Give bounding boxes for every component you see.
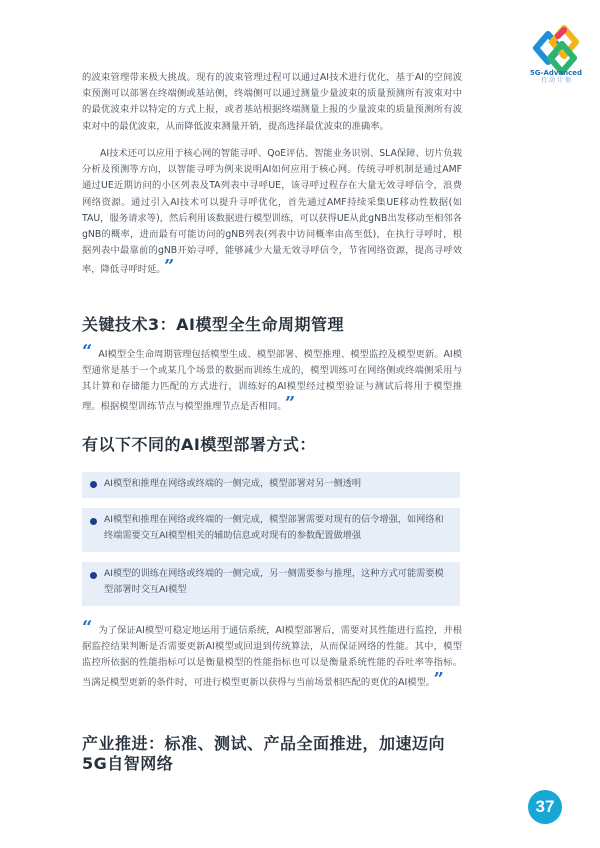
section-heading-deployment-modes: 有以下不同的AI模型部署方式： [82, 435, 316, 454]
list-item-text: AI模型和推理在网络或终端的一侧完成，模型部署对另一侧透明 [104, 478, 362, 489]
paragraph-text: AI技术还可以应用于核心网的智能寻呼、QoE评估、智能业务识别、SLA保障、切片负载分析及预测等方向，以智能寻呼为例来说明AI如何应用于核心网。传统寻呼机制是通过AMF通过UE近期访问的小区列表及TA列表中寻呼UE，该寻呼过程存在大量无效寻呼信令，浪费网络资源。通过引入AI技术可以提升寻呼优化，首先通过AMF持续采集UE移动性数据(如TAU，服务请求等)，然后利用该数据进行模型训练，可以获得UE从此gNB出发移动至相邻各gNB的概率，进而最有可能访问的gNB列表(列表中访问概率由高至低)，在执行寻呼时，根据列表中最靠前的gNB开始寻呼，能够减少大量无效寻呼信令，节省网络资源，提高寻呼效率，降低寻呼时延。 [82, 148, 462, 276]
quote-close-icon: ” [164, 256, 175, 278]
paragraph-text: 的波束管理带来极大挑战。现有的波束管理过程可以通过AI技术进行优化，基于AI的空间波束预测可以部署在终端侧或基站侧，终端侧可以通过测量少量波束的质量预测所有波束对中的最优波束并以特定的方式上报，或者基站根据终端测量上报的少量波束的质量预测所有波束对中的最优波束，从而降低波束测量开销，提高选择最优波束的准确率。 [82, 72, 462, 132]
logo-brand-line: 5G-Advanced [529, 69, 583, 77]
quote-close-icon: ” [284, 392, 296, 414]
bullet-dot-icon [90, 481, 97, 488]
page-number: 37 [535, 797, 555, 816]
quote-open-icon: “ [82, 341, 93, 362]
list-item-text: AI模型和推理在网络或终端的一侧完成，模型部署需要对现有的信令增强，如网络和终端需要交互AI模型相关的辅助信息或对现有的参数配置做增强 [104, 514, 444, 541]
paragraph-text: 为了保证AI模型可稳定地运用于通信系统，AI模型部署后，需要对其性能进行监控，并根据监控结果判断是否需要更新AI模型或回退到传统算法，从而保证网络的性能。其中，模型监控所依据的性能指标可以是衡量模型的性能指标也可以是衡量系统性能的吞吐率等指标。当满足模型更新的条件时，可进行模型更新以获得与当前场景相匹配的更优的AI模型。 [82, 625, 462, 688]
paragraph-beam-management [82, 70, 462, 135]
list-item [82, 562, 460, 606]
list-item [82, 508, 460, 552]
quote-close-icon: ” [433, 668, 444, 690]
logo-sub-line: 行 动 计 划 [541, 76, 571, 84]
section-heading-key-tech-3: 关键技术3：AI模型全生命周期管理 [82, 315, 344, 334]
bullet-dot-icon [90, 572, 97, 579]
bullet-dot-icon [90, 518, 97, 525]
quote-paragraph-monitoring [82, 617, 462, 691]
page-number-badge [528, 790, 562, 824]
quote-open-icon: “ [82, 617, 93, 638]
paragraph-core-network-paging [82, 146, 462, 279]
section-heading-industry: 产业推进：标准、测试、产品全面推进，加速迈向5G自智网络 [82, 734, 446, 773]
quote-paragraph-lifecycle [82, 341, 462, 415]
list-item-text: AI模型的训练在网络或终端的一侧完成，另一侧需要参与推理，这种方式可能需要模型部署时交互AI模型 [104, 568, 444, 595]
paragraph-text: AI模型全生命周期管理包括模型生成、模型部署、模型推理、模型监控及模型更新。AI模型通常是基于一个或某几个场景的数据而训练生成的，模型训练可在网络侧或终端侧采用与其计算和存储能力匹配的方式进行，训练好的AI模型经过模型验证与测试后将用于模型推理。根据模型训练节点与模型推理节点是否相同。 [82, 349, 462, 412]
logo-text [522, 70, 590, 84]
list-item [82, 472, 460, 498]
